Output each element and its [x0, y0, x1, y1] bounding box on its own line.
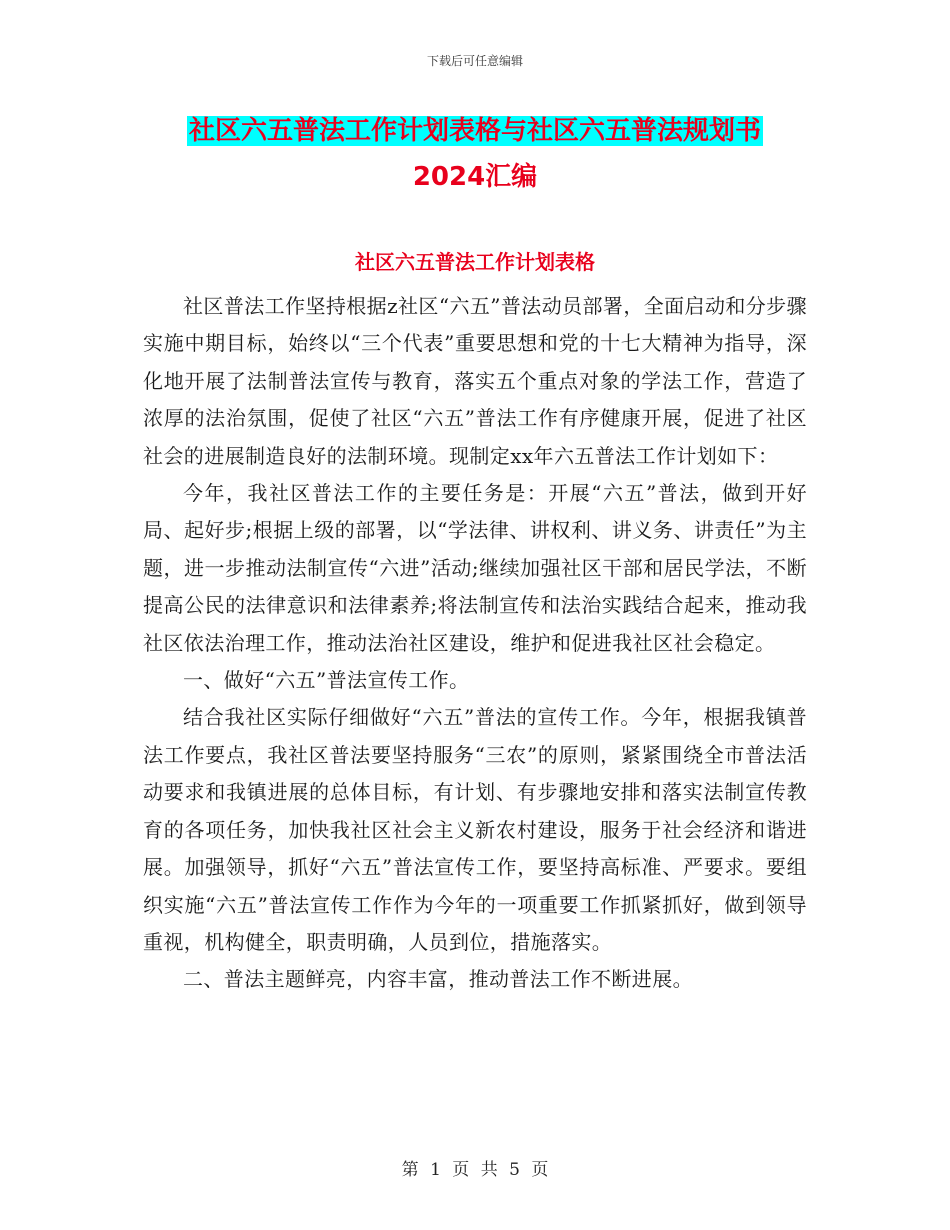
document-title-line-2: 2024汇编	[412, 162, 538, 192]
body-paragraph: 社区普法工作坚持根据z社区“六五”普法动员部署，全面启动和分步骤实施中期目标，始终以“三个代表”重要思想和党的十七大精神为指导，深化地开展了法制普法宣传与教育，落实五个重点对象的学法工作，营造了浓厚的法治氛围，促使了社区“六五”普法工作有序健康开展，促进了社区社会的进展制造良好的法制环境。现制定xx年六五普法工作计划如下：	[143, 294, 807, 468]
body-paragraph-heading: 二、普法主题鲜亮，内容丰富，推动普法工作不断进展。	[183, 967, 693, 992]
document-title-line-1: 社区六五普法工作计划表格与社区六五普法规划书	[188, 116, 761, 146]
section-title: 社区六五普法工作计划表格	[355, 250, 595, 274]
page-number: 第 1 页 共 5 页	[401, 1160, 549, 1180]
body-paragraph-heading: 一、做好“六五”普法宣传工作。	[183, 668, 470, 693]
document-body	[143, 288, 807, 999]
page-header-note: 下载后可任意编辑	[426, 54, 523, 68]
body-paragraph: 今年，我社区普法工作的主要任务是：开展“六五”普法，做到开好局、起好步;根据上级的部署，以“学法律、讲权利、讲义务、讲责任”为主题，进一步推动法制宣传“六进”活动;继续加强社区干部和居民学法，不断提高公民的法律意识和法律素养;将法制宣传和法治实践结合起来，推动我社区依法治理工作，推动法治社区建设，维护和促进我社区社会稳定。	[143, 481, 807, 655]
body-paragraph: 结合我社区实际仔细做好“六五”普法的宣传工作。今年，根据我镇普法工作要点，我社区普法要坚持服务“三农”的原则，紧紧围绕全市普法活动要求和我镇进展的总体目标，有计划、有步骤地安排和落实法制宣传教育的各项任务，加快我社区社会主义新农村建设，服务于社会经济和谐进展。加强领导，抓好“六五”普法宣传工作，要坚持高标准、严要求。要组织实施“六五”普法宣传工作作为今年的一项重要工作抓紧抓好，做到领导重视，机构健全，职责明确，人员到位，措施落实。	[143, 705, 807, 954]
document-title	[0, 108, 950, 200]
